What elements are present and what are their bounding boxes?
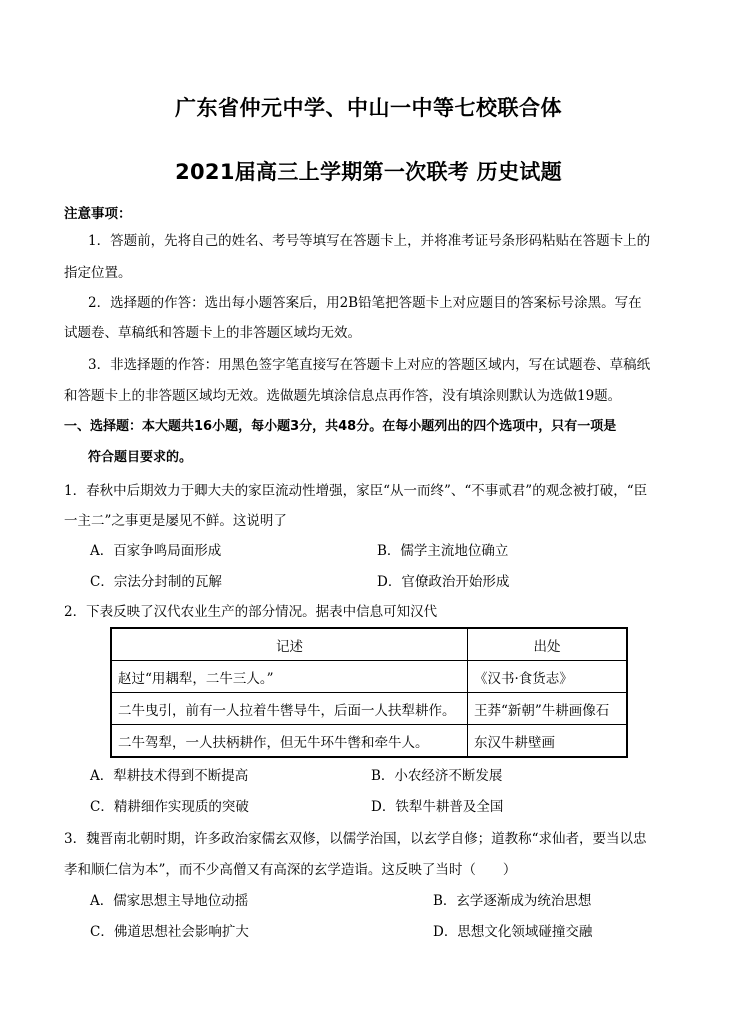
q3-option-d: D．思想文化领域碰撞交融 [433, 924, 593, 940]
exam-title-line1: 广东省仲元中学、中山一中等七校联合体 [175, 96, 562, 120]
q3-option-a: A．儒家思想主导地位动摇 [90, 893, 249, 909]
note-2-line2: 试题卷、草稿纸和答题卡上的非答题区域均无效。 [64, 325, 361, 341]
q2-option-d: D．铁犁牛耕普及全国 [371, 799, 504, 815]
notes-heading: 注意事项： [64, 206, 132, 222]
q3-stem-line1: 3．魏晋南北朝时期，许多政治家儒玄双修，以儒学治国，以玄学自修；道教称“求仙者，要当以忠 [64, 831, 647, 847]
q2-records-table [110, 627, 628, 758]
q1-stem-line2: 一主二”之事更是屡见不鲜。这说明了 [64, 513, 287, 529]
note-2-line1: 2．选择题的作答：选出每小题答案后，用2B铅笔把答题卡上对应题目的答案标号涂黑。写在 [88, 295, 642, 311]
table-header-record: 记述 [111, 628, 467, 661]
q3-stem-line2: 孝和顺仁信为本”，而不少高僧又有高深的玄学造诣。这反映了当时（ ） [64, 862, 517, 878]
table-row [111, 725, 627, 758]
q1-option-b: B．儒学主流地位确立 [377, 543, 509, 559]
q2-option-a: A．犁耕技术得到不断提高 [90, 768, 249, 784]
section1-heading-line2: 符合题目要求的。 [88, 450, 193, 465]
table-row [111, 693, 627, 725]
note-3-line1: 3．非选择题的作答：用黑色签字笔直接写在答题卡上对应的答题区域内，写在试题卷、草稿纸 [88, 357, 651, 373]
table-cell-record: 二牛驾犁，一人扶柄耕作，但无牛环牛辔和牵牛人。 [111, 725, 467, 758]
table-row [111, 661, 627, 693]
q2-option-c: C．精耕细作实现质的突破 [90, 799, 249, 815]
exam-title-line2: 2021届高三上学期第一次联考 历史试题 [175, 160, 562, 184]
note-3-line2: 和答题卡上的非答题区域均无效。选做题先填涂信息点再作答，没有填涂则默认为选做19题。 [64, 388, 622, 404]
note-1-line1: 1．答题前，先将自己的姓名、考号等填写在答题卡上，并将准考证号条形码粘贴在答题卡上的 [88, 233, 651, 249]
table-cell-source: 东汉牛耕壁画 [467, 725, 627, 758]
table-cell-source: 《汉书·食货志》 [467, 661, 627, 693]
q2-option-b: B．小农经济不断发展 [371, 768, 503, 784]
q3-option-b: B．玄学逐渐成为统治思想 [433, 893, 592, 909]
table-cell-source: 王莽“新朝”牛耕画像石 [467, 693, 627, 725]
table-header-source: 出处 [467, 628, 627, 661]
table-header-row [111, 628, 627, 661]
q1-option-d: D．官僚政治开始形成 [377, 574, 510, 590]
table-cell-record: 赵过“用耦犁，二牛三人。” [111, 661, 467, 693]
q1-option-a: A．百家争鸣局面形成 [90, 543, 222, 559]
q2-stem-line1: 2．下表反映了汉代农业生产的部分情况。据表中信息可知汉代 [64, 604, 438, 620]
q1-stem-line1: 1．春秋中后期效力于卿大夫的家臣流动性增强，家臣“从一而终”、“不事贰君”的观念被打破，“臣 [64, 483, 648, 499]
table-cell-record: 二牛曳引，前有一人拉着牛辔导牛，后面一人扶犁耕作。 [111, 693, 467, 725]
q3-option-c: C．佛道思想社会影响扩大 [90, 924, 249, 940]
note-1-line2: 指定位置。 [64, 265, 132, 281]
section1-heading-line1: 一、选择题：本大题共16小题，每小题3分，共48分。在每小题列出的四个选项中，只有一项是 [64, 419, 617, 434]
q1-option-c: C．宗法分封制的瓦解 [90, 574, 222, 590]
